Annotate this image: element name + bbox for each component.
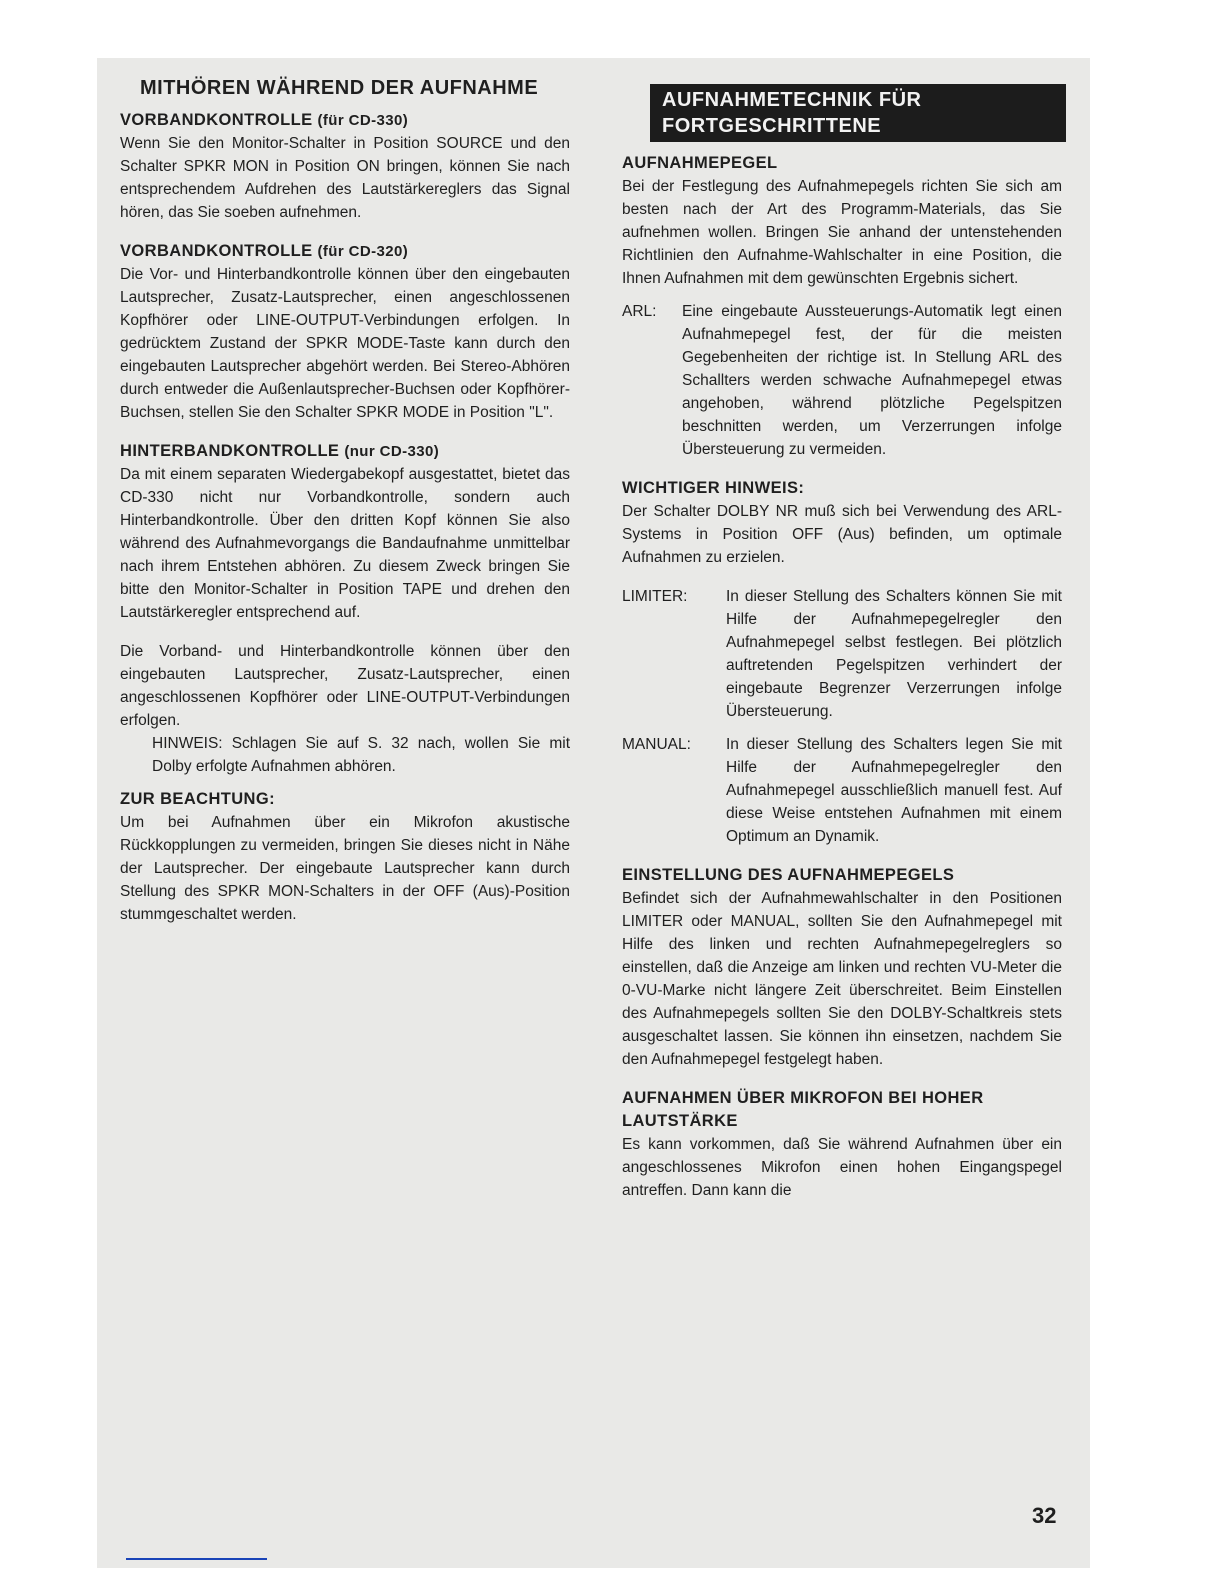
footer-rule <box>126 1558 267 1560</box>
section-text: Befindet sich der Aufnahmewahlschalter in den Positionen LIMITER oder MANUAL, sollten Sie den Aufnahmepegel mit Hilfe des linken und rechten Aufnahmepegelreglers so einstellen, daß die Anzeige am linken und rechten VU-Meter die 0-VU-Marke nicht längere Zeit überschreitet. Beim Einstellen des Aufnahmepegels sollten Sie den DOLBY-Schaltkreis stets ausgeschaltet lassen. Sie können ihn einsetzen, nachdem Sie den Aufnahmepegel festgelegt haben. <box>622 890 1062 1068</box>
section-title: EINSTELLUNG DES AUFNAHMEPEGELS <box>622 866 955 884</box>
definition-term: LIMITER: <box>622 588 688 605</box>
section-text: Um bei Aufnahmen über ein Mikrofon akustische Rückkopplungen zu vermeiden, bringen Sie dieses nicht in Nähe der Lautsprecher. Der eingebaute Lautsprecher kann durch Stellung des SPKR MON-Schalters in der OFF (Aus)-Position stummgeschaltet werden. <box>120 814 570 923</box>
section-title: VORBANDKONTROLLE (für CD-330) <box>120 111 409 129</box>
section-title: HINTERBANDKONTROLLE (nur CD-330) <box>120 442 440 460</box>
section-title: AUFNAHMEN ÜBER MIKROFON BEI HOHER LAUTSTÄRKE <box>622 1089 984 1130</box>
definition-text: In dieser Stellung des Schalters können Sie mit Hilfe der Aufnahmepegelregler den Aufnahmepegel selbst festlegen. Bei plötzlich auftretenden Pegelspitzen verhindert der eingebaute Begrenzer Verzerrungen infolge Übersteuerung. <box>726 588 1062 720</box>
section-title: AUFNAHMEPEGEL <box>622 154 778 172</box>
section-text: Wenn Sie den Monitor-Schalter in Position SOURCE und den Schalter SPKR MON in Position ON bringen, können Sie nach entsprechendem Aufdrehen des Lautstärkereglers das Signal hören, das Sie soeben aufnehmen. <box>120 135 570 221</box>
section-text: Die Vorband- und Hinterbandkontrolle können über den eingebauten Lautsprecher, Zusatz-Lautsprecher, einen angeschlossenen Kopfhörer oder LINE-OUTPUT-Verbindungen erfolgen. <box>120 643 570 729</box>
section-title: ZUR BEACHTUNG: <box>120 790 276 808</box>
hint-note: HINWEIS: Schlagen Sie auf S. 32 nach, wollen Sie mit Dolby erfolgte Aufnahmen abhören. <box>152 735 570 775</box>
definition-term: MANUAL: <box>622 736 691 753</box>
page-number: 32 <box>1032 1503 1057 1528</box>
definition-term: ARL: <box>622 303 657 320</box>
definition-limiter <box>622 585 1062 723</box>
definition-text: Eine eingebaute Aussteuerungs-Automatik legt einen Aufnahmepegel fest, der für die meisten Gegebenheiten der richtige ist. In Stellung ARL des Schallters werden schwache Aufnahmepegel etwas angehoben, während plötzliche Pegelspitzen beschnitten werden, um Verzerrungen infolge Übersteuerung zu vermeiden. <box>682 303 1062 458</box>
main-heading: MITHÖREN WÄHREND DER AUFNAHME <box>140 77 539 99</box>
section-title: WICHTIGER HINWEIS: <box>622 479 805 497</box>
section-banner: AUFNAHMETECHNIK FÜR FORTGESCHRITTENE <box>650 84 1066 142</box>
right-column <box>622 84 1062 1202</box>
section-text: Der Schalter DOLBY NR muß sich bei Verwendung des ARL-Systems in Position OFF (Aus) befinden, um optimale Aufnahmen zu erzielen. <box>622 503 1062 566</box>
left-column <box>120 76 570 926</box>
definition-text: In dieser Stellung des Schalters legen Sie mit Hilfe der Aufnahmepegelregler den Aufnahmepegel ausschließlich manuell fest. Auf diese Weise entstehen Aufnahmen mit einem Optimum an Dynamik. <box>726 736 1062 845</box>
definition-arl <box>622 300 1062 461</box>
section-title: VORBANDKONTROLLE (für CD-320) <box>120 242 409 260</box>
definition-manual <box>622 733 1062 848</box>
section-text: Es kann vorkommen, daß Sie während Aufnahmen über ein angeschlossenes Mikrofon einen hohen Eingangspegel antreffen. Dann kann die <box>622 1136 1062 1199</box>
section-text: Die Vor- und Hinterbandkontrolle können über den eingebauten Lautsprecher, Zusatz-Lautsprecher, einen angeschlossenen Kopfhörer oder LINE-OUTPUT-Verbindungen erfolgen. In gedrücktem Zustand der SPKR MODE-Taste kann durch den eingebauten Lautsprecher abgehört werden. Bei Stereo-Abhören durch entweder die Außenlautsprecher-Buchsen oder Kopfhörer-Buchsen, stellen Sie den Schalter SPKR MODE in Position "L". <box>120 266 570 421</box>
section-text: Bei der Festlegung des Aufnahmepegels richten Sie sich am besten nach der Art des Programm-Materials, das Sie aufnehmen wollen. Bringen Sie anhand der untenstehenden Richtlinien den Aufnahme-Wahlschalter in eine Position, die Ihnen Aufnahmen mit dem gewünschten Ergebnis sichert. <box>622 178 1062 287</box>
section-text: Da mit einem separaten Wiedergabekopf ausgestattet, bietet das CD-330 nicht nur Vorbandkontrolle, sondern auch Hinterbandkontrolle. Über den dritten Kopf können Sie also während des Aufnahmevorgangs die Bandaufnahme unmittelbar nach ihrem Entstehen abhören. Zu diesem Zweck bringen Sie bitte den Monitor-Schalter in Position TAPE und drehen den Lautstärkeregler entsprechend auf. <box>120 466 570 621</box>
